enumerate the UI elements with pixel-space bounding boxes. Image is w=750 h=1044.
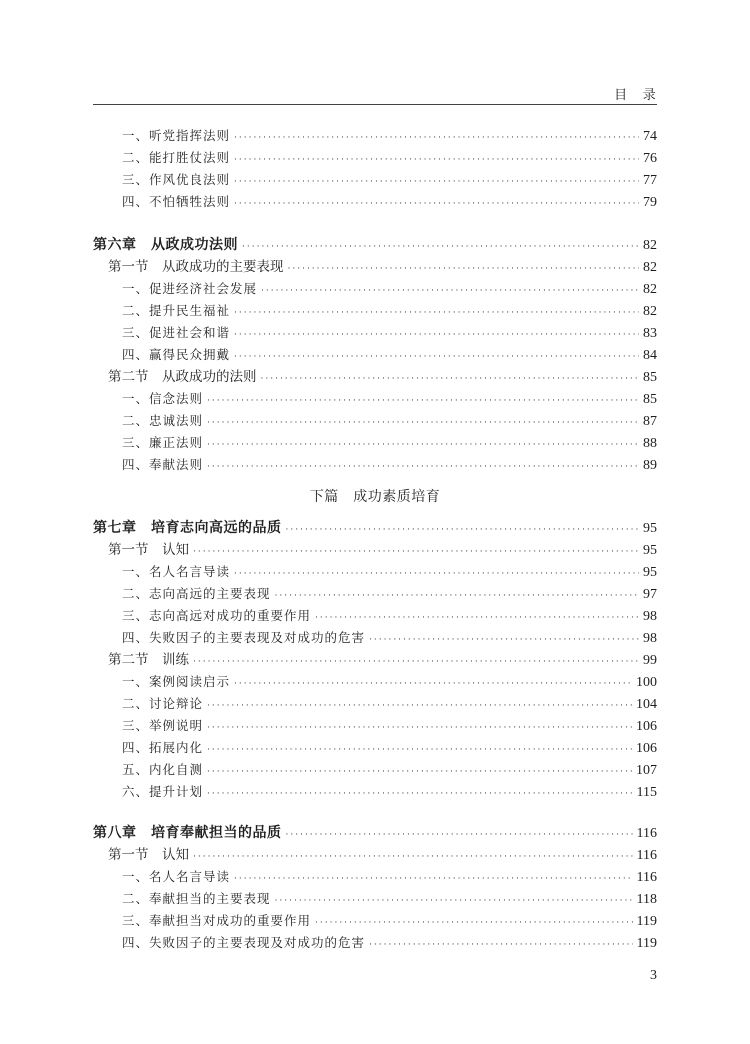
toc-entry-item[interactable] bbox=[122, 345, 657, 365]
dot-leader bbox=[207, 696, 632, 716]
toc-entry-label: 第二节 从政成功的法则 bbox=[108, 369, 257, 385]
toc-entry-item[interactable] bbox=[122, 455, 657, 475]
dot-leader bbox=[193, 847, 633, 867]
dot-leader bbox=[234, 347, 639, 367]
toc-entry-item[interactable] bbox=[122, 606, 657, 626]
toc-entry-page: 106 bbox=[636, 741, 657, 756]
part-heading: 下篇 成功素质培育 bbox=[309, 489, 441, 505]
toc-entry-page: 84 bbox=[643, 348, 657, 363]
toc-entry-item[interactable] bbox=[122, 126, 657, 146]
toc-entry-page: 83 bbox=[643, 326, 657, 341]
toc-entry-item[interactable] bbox=[122, 694, 657, 714]
dot-leader bbox=[234, 564, 639, 584]
toc-entry-label: 第一节 认知 bbox=[108, 847, 189, 863]
toc-entry-page: 118 bbox=[636, 892, 657, 907]
toc-entry-page: 88 bbox=[643, 436, 657, 451]
toc-entry-item[interactable] bbox=[122, 389, 657, 409]
toc-entry-page: 74 bbox=[643, 129, 657, 144]
toc-entry-section[interactable] bbox=[108, 845, 657, 865]
toc-entry-label: 第二节 训练 bbox=[108, 652, 189, 668]
toc-entry-page: 76 bbox=[643, 151, 657, 166]
toc-entry-page: 85 bbox=[643, 392, 657, 407]
dot-leader bbox=[275, 891, 633, 911]
toc-entry-label: 一、案例阅读启示 bbox=[122, 674, 231, 689]
toc-entry-item[interactable] bbox=[122, 933, 657, 953]
dot-leader bbox=[207, 740, 632, 760]
toc-entry-label: 六、提升计划 bbox=[122, 784, 204, 799]
toc-entry-section[interactable] bbox=[108, 257, 657, 277]
toc-entry-label: 四、赢得民众拥戴 bbox=[122, 347, 231, 362]
toc-entry-label: 三、奉献担当对成功的重要作用 bbox=[122, 913, 312, 928]
dot-leader bbox=[207, 784, 633, 804]
dot-leader bbox=[207, 413, 639, 433]
toc-entry-label: 四、奉献法则 bbox=[122, 457, 204, 472]
toc-entry-section[interactable] bbox=[108, 650, 657, 670]
toc-entry-label: 四、拓展内化 bbox=[122, 740, 204, 755]
toc-entry-page: 100 bbox=[636, 675, 657, 690]
toc-entry-item[interactable] bbox=[122, 301, 657, 321]
toc-entry-label: 五、内化自测 bbox=[122, 762, 204, 777]
dot-leader bbox=[315, 608, 639, 628]
toc-entry-label: 一、名人名言导读 bbox=[122, 869, 231, 884]
toc-entry-item[interactable] bbox=[122, 716, 657, 736]
toc-entry-label: 三、举例说明 bbox=[122, 718, 204, 733]
dot-leader bbox=[234, 869, 633, 889]
dot-leader bbox=[261, 369, 640, 389]
toc-entry-page: 106 bbox=[636, 719, 657, 734]
toc-entry-label: 第七章 培育志向高远的品质 bbox=[93, 520, 282, 536]
toc-entry-item[interactable] bbox=[122, 672, 657, 692]
toc-entry-item[interactable] bbox=[122, 584, 657, 604]
toc-entry-item[interactable] bbox=[122, 760, 657, 780]
toc-entry-page: 85 bbox=[643, 370, 657, 385]
dot-leader bbox=[207, 762, 632, 782]
toc-entry-label: 第六章 从政成功法则 bbox=[93, 237, 238, 253]
toc-entry-label: 第一节 从政成功的主要表现 bbox=[108, 259, 284, 275]
toc-entry-label: 四、失败因子的主要表现及对成功的危害 bbox=[122, 630, 366, 645]
toc-entry-page: 104 bbox=[636, 697, 657, 712]
dot-leader bbox=[234, 150, 639, 170]
dot-leader bbox=[369, 630, 639, 650]
toc-entry-page: 82 bbox=[643, 282, 657, 297]
dot-leader bbox=[286, 520, 640, 540]
toc-entry-item[interactable] bbox=[122, 323, 657, 343]
toc-entry-chapter[interactable] bbox=[93, 518, 657, 538]
toc-entry-page: 89 bbox=[643, 458, 657, 473]
toc-entry-label: 第八章 培育奉献担当的品质 bbox=[93, 825, 282, 841]
toc-entry-item[interactable] bbox=[122, 889, 657, 909]
toc-entry-item[interactable] bbox=[122, 433, 657, 453]
dot-leader bbox=[193, 542, 639, 562]
dot-leader bbox=[286, 825, 633, 845]
dot-leader bbox=[234, 172, 639, 192]
dot-leader bbox=[207, 718, 632, 738]
dot-leader bbox=[242, 237, 639, 257]
toc-entry-page: 119 bbox=[636, 914, 657, 929]
dot-leader bbox=[207, 391, 639, 411]
toc-entry-chapter[interactable] bbox=[93, 235, 657, 255]
page-number: 3 bbox=[650, 968, 657, 983]
toc-entry-section[interactable] bbox=[108, 367, 657, 387]
toc-entry-page: 77 bbox=[643, 173, 657, 188]
toc-entry-label: 一、听党指挥法则 bbox=[122, 128, 231, 143]
toc-entry-label: 三、作风优良法则 bbox=[122, 172, 231, 187]
dot-leader bbox=[369, 935, 633, 955]
toc-entry-label: 二、提升民生福祉 bbox=[122, 303, 231, 318]
dot-leader bbox=[193, 652, 639, 672]
dot-leader bbox=[275, 586, 639, 606]
dot-leader bbox=[207, 435, 639, 455]
toc-entry-item[interactable] bbox=[122, 279, 657, 299]
toc-entry-page: 119 bbox=[636, 936, 657, 951]
toc-entry-page: 115 bbox=[636, 785, 657, 800]
toc-entry-page: 87 bbox=[643, 414, 657, 429]
dot-leader bbox=[234, 128, 639, 148]
running-header bbox=[93, 84, 657, 104]
toc-entry-label: 第一节 认知 bbox=[108, 542, 189, 558]
toc-entry-label: 一、信念法则 bbox=[122, 391, 204, 406]
toc-entry-label: 二、奉献担当的主要表现 bbox=[122, 891, 271, 906]
toc-entry-page: 99 bbox=[643, 653, 657, 668]
dot-leader bbox=[288, 259, 640, 279]
toc-entry-page: 95 bbox=[643, 521, 657, 536]
toc-entry-page: 82 bbox=[643, 304, 657, 319]
toc-entry-label: 三、志向高远对成功的重要作用 bbox=[122, 608, 312, 623]
toc-entry-label: 四、失败因子的主要表现及对成功的危害 bbox=[122, 935, 366, 950]
toc-entry-label: 一、名人名言导读 bbox=[122, 564, 231, 579]
toc-entry-page: 95 bbox=[643, 565, 657, 580]
toc-entry-page: 82 bbox=[643, 260, 657, 275]
toc-entry-item[interactable] bbox=[122, 192, 657, 212]
toc-entry-page: 116 bbox=[636, 870, 657, 885]
dot-leader bbox=[234, 325, 639, 345]
toc-entry-item[interactable] bbox=[122, 867, 657, 887]
toc-entry-label: 二、讨论辩论 bbox=[122, 696, 204, 711]
header-rule bbox=[93, 104, 657, 105]
toc-entry-label: 二、忠诚法则 bbox=[122, 413, 204, 428]
dot-leader bbox=[315, 913, 633, 933]
toc-entry-page: 116 bbox=[636, 848, 657, 863]
toc-entry-item[interactable] bbox=[122, 738, 657, 758]
toc-entry-item[interactable] bbox=[122, 170, 657, 190]
toc-entry-label: 二、能打胜仗法则 bbox=[122, 150, 231, 165]
toc-entry-page: 82 bbox=[643, 238, 657, 253]
toc-entry-section[interactable] bbox=[108, 540, 657, 560]
toc-entry-item[interactable] bbox=[122, 628, 657, 648]
toc-entry-label: 二、志向高远的主要表现 bbox=[122, 586, 271, 601]
dot-leader bbox=[207, 457, 639, 477]
toc-entry-page: 98 bbox=[643, 609, 657, 624]
toc-entry-page: 79 bbox=[643, 195, 657, 210]
toc-entry-page: 107 bbox=[636, 763, 657, 778]
toc-entry-item[interactable] bbox=[122, 782, 657, 802]
toc-entry-label: 三、促进社会和谐 bbox=[122, 325, 231, 340]
toc-entry-page: 95 bbox=[643, 543, 657, 558]
header-title: 目 录 bbox=[614, 88, 657, 103]
toc-entry-page: 97 bbox=[643, 587, 657, 602]
toc-entry-label: 三、廉正法则 bbox=[122, 435, 204, 450]
toc-entry-item[interactable] bbox=[122, 411, 657, 431]
toc-entry-item[interactable] bbox=[122, 148, 657, 168]
dot-leader bbox=[234, 674, 632, 694]
dot-leader bbox=[234, 303, 639, 323]
toc-entry-item[interactable] bbox=[122, 911, 657, 931]
toc-entry-label: 一、促进经济社会发展 bbox=[122, 281, 258, 296]
dot-leader bbox=[261, 281, 639, 301]
toc-entry-item[interactable] bbox=[122, 562, 657, 582]
toc-entry-chapter[interactable] bbox=[93, 823, 657, 843]
dot-leader bbox=[234, 194, 639, 214]
toc-entry-label: 四、不怕牺牲法则 bbox=[122, 194, 231, 209]
toc-entry-page: 98 bbox=[643, 631, 657, 646]
toc-entry-page: 116 bbox=[636, 826, 657, 841]
